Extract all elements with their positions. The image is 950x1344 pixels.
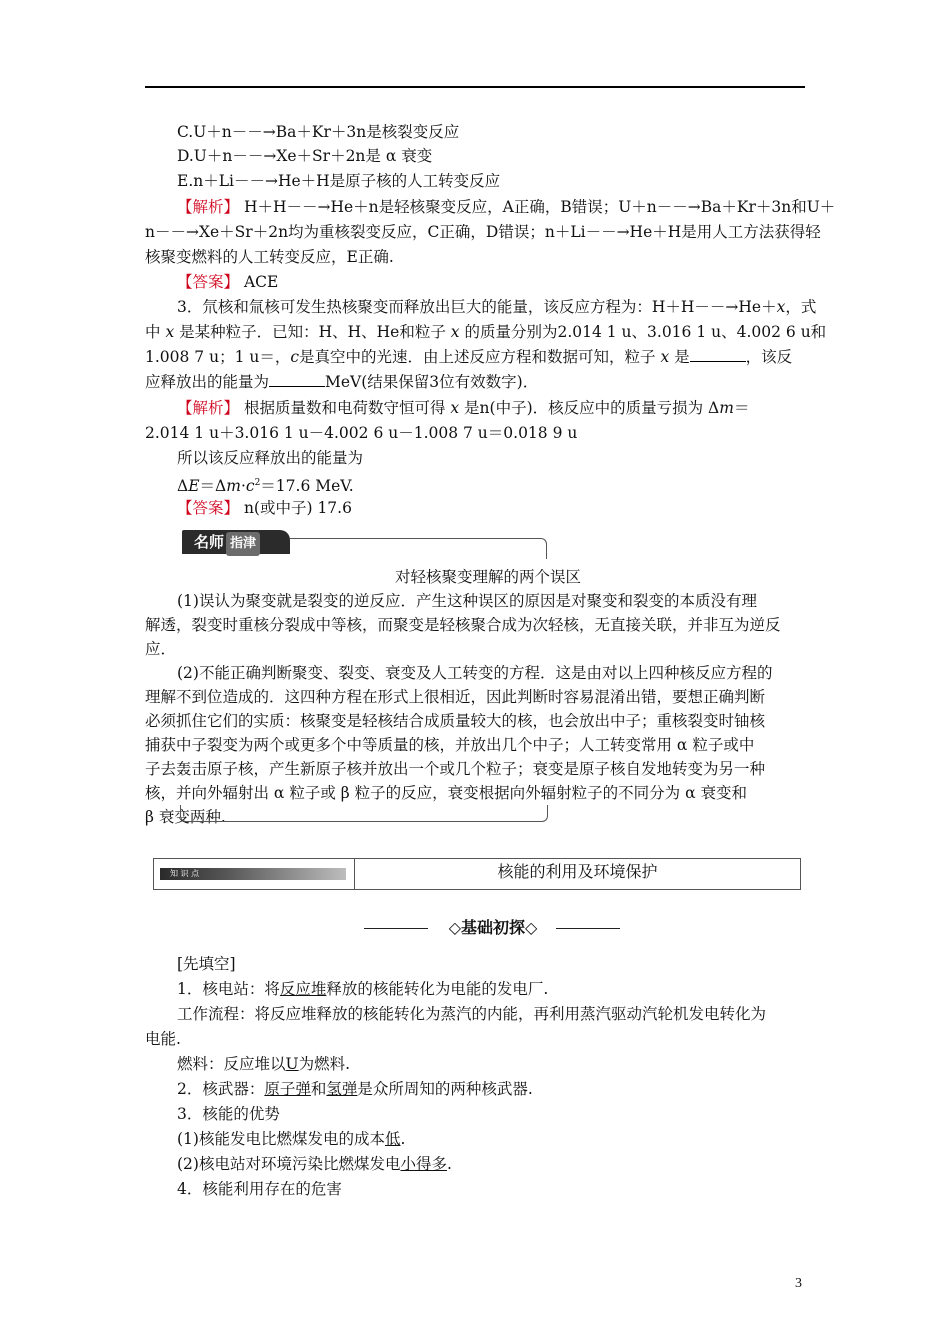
section-title: ◇基础初探◇	[448, 918, 538, 937]
fill-item-1-workflow-line-1: 工作流程：将反应堆释放的核能转化为蒸汽的内能，再利用蒸汽驱动汽轮机发电转化为	[177, 1005, 767, 1023]
fill-item-4: 4．核能利用存在的危害	[177, 1180, 342, 1198]
fill-item-3: 3．核能的优势	[177, 1105, 280, 1123]
analysis-tag: 【解析】	[177, 198, 240, 216]
fill-item-1: 1．核电站：将反应堆释放的核能转化为电能的发电厂.	[177, 980, 549, 998]
q3-analysis-line-1: 【解析】 根据质量数和电荷数守恒可得 x 是n(中子)．核反应中的质量亏损为 Δm＝	[177, 399, 750, 417]
q2-analysis-line-3: 核聚变燃料的人工转变反应，E正确.	[145, 248, 394, 266]
tip-p2-line-3: 必须抓住它们的实质：核聚变是轻核结合成质量较大的核，也会放出中子；重核裂变时铀核	[145, 712, 766, 730]
section-heading	[360, 917, 622, 939]
tip-box-title: 对轻核聚变理解的两个误区	[394, 568, 581, 586]
q2-analysis-line-2: n－－→Xe＋Sr＋2n均为重核裂变反应，C正确，D错误；n＋Li－－→He＋H是用人工方法获得轻	[145, 223, 821, 241]
fill-item-1-workflow-line-2: 电能.	[145, 1030, 181, 1048]
option-c: C.U＋n－－→Ba＋Kr＋3n是核裂变反应	[177, 123, 460, 141]
q3-line-3: 1.008 7 u；1 u＝，c是真空中的光速．由上述反应方程和数据可知，粒子 x 是 ，该反	[145, 348, 793, 366]
tip-p1-line-1: (1)误认为聚变就是裂变的逆反应．产生这种误区的原因是对聚变和裂变的本质没有理	[177, 592, 757, 610]
header-rule	[145, 86, 805, 88]
knowledge-point-label: 知 识 点	[170, 869, 200, 878]
tip-p2-line-1: (2)不能正确判断聚变、裂变、衰变及人工转变的方程．这是由对以上四种核反应方程的	[177, 664, 773, 682]
q3-analysis-line-2: 2.014 1 u＋3.016 1 u－4.002 6 u－1.008 7 u＝0.018 9 u	[145, 424, 578, 442]
tip-p1-line-3: 应．	[145, 640, 177, 658]
fill-item-2: 2．核武器：原子弹和氢弹是众所周知的两种核武器.	[177, 1080, 533, 1098]
knowledge-point-bar	[160, 868, 346, 880]
tip-p2-line-4: 捕获中子裂变为两个或更多个中等质量的核，并放出几个中子；人工转变常用 α 粒子或中	[145, 736, 755, 754]
q3-line-4: 应释放出的能量为 MeV(结果保留3位有效数字)．	[145, 373, 539, 391]
fill-header: [先填空]	[177, 955, 236, 973]
q3-line-1: 3．氘核和氚核可发生热核聚变而释放出巨大的能量，该反应方程为：H＋H－－→He＋x，式	[177, 298, 817, 316]
fill-item-3-2: (2)核电站对环境污染比燃煤发电小得多.	[177, 1155, 452, 1173]
section-rule-left	[364, 928, 428, 929]
q3-analysis-line-4: $\Delta E=\Delta m\cdot c^2=17.6$ MeV.	[177, 477, 354, 496]
answer-blank-1	[690, 347, 746, 362]
section-rule-right	[556, 928, 620, 929]
tip-p2-line-6: 核，并向外辐射出 α 粒子或 β 粒子的反应，衰变根据向外辐射粒子的不同分为 α 衰变和	[145, 784, 747, 802]
answer-tag: 【答案】	[177, 273, 240, 291]
knowledge-point-label-cell	[154, 859, 355, 889]
answer-text: ACE	[239, 273, 279, 291]
q3-line-2: 中 x 是某种粒子．已知：H、H、He和粒子 x 的质量分别为2.014 1 u、3.016 1 u、4.002 6 u和	[145, 323, 827, 341]
analysis-tag: 【解析】	[177, 399, 240, 417]
tip-p1-line-2: 解透，裂变时重核分裂成中等核，而聚变是轻核聚合成为次轻核，无直接关联，并非互为逆反	[145, 616, 781, 634]
q2-analysis-line-1	[177, 196, 835, 218]
tip-box-frame-top	[290, 538, 547, 559]
answer-text: n(或中子) 17.6	[239, 499, 352, 517]
fill-item-1-fuel: 燃料：反应堆以U为燃料.	[177, 1055, 351, 1073]
q3-analysis-line-3: 所以该反应释放出的能量为	[177, 449, 364, 467]
q2-answer	[177, 271, 278, 293]
option-d: D.U＋n－－→Xe＋Sr＋2n是 α 衰变	[177, 147, 433, 165]
knowledge-point-box	[153, 858, 801, 890]
page-number: 3	[795, 1276, 802, 1291]
knowledge-point-title: 核能的利用及环境保护	[497, 862, 658, 881]
tip-box-frame-bottom	[180, 805, 548, 822]
analysis-text: H＋H－－→He＋n是轻核聚变反应，A正确，B错误；U＋n－－→Ba＋Kr＋3n和U＋	[239, 198, 836, 216]
q3-answer	[177, 497, 352, 519]
tip-p2-line-2: 理解不到位造成的．这四种方程在形式上很相近，因此判断时容易混淆出错，要想正确判断	[145, 688, 766, 706]
tip-box-tab: 名师 指津	[182, 530, 290, 554]
answer-tag: 【答案】	[177, 499, 240, 517]
option-e: E.n＋Li－－→He＋H是原子核的人工转变反应	[177, 172, 501, 190]
tip-box-tab-pill: 指津	[226, 532, 260, 556]
tip-p2-line-7: β 衰变两种.	[145, 808, 226, 826]
answer-blank-2	[269, 372, 325, 387]
tip-p2-line-5: 子去轰击原子核，产生新原子核并放出一个或几个粒子；衰变是原子核自发地转变为另一种	[145, 760, 766, 778]
fill-item-3-1: (1)核能发电比燃煤发电的成本低.	[177, 1130, 406, 1148]
